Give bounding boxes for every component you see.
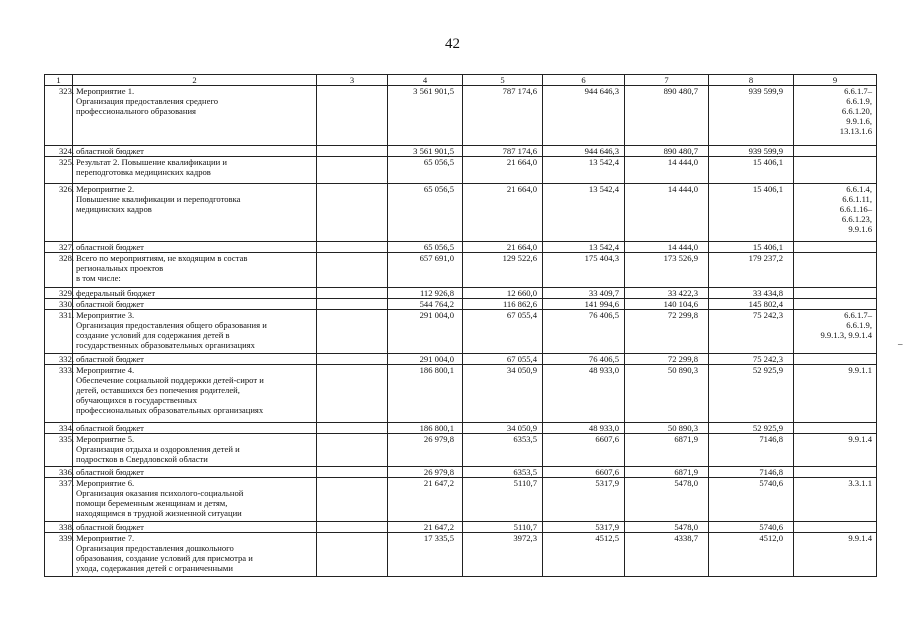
row-name: Мероприятие 7. Организация предоставления дошкольного образования, создание условий для присмотра и ухода, содержания детей с ограниченными xyxy=(73,533,317,577)
row-number: 338. xyxy=(45,522,73,533)
row-number: 332. xyxy=(45,354,73,365)
col-6-value: 141 994,6 xyxy=(543,299,625,310)
col-9-code xyxy=(794,423,877,434)
row-number: 330. xyxy=(45,299,73,310)
col-7-value: 33 422,3 xyxy=(625,288,709,299)
col-3-cell xyxy=(317,434,388,467)
col-6-value: 4512,5 xyxy=(543,533,625,577)
header-col-8: 8 xyxy=(709,75,794,86)
col-3-cell xyxy=(317,299,388,310)
row-number: 325. xyxy=(45,157,73,184)
col-7-value: 72 299,8 xyxy=(625,310,709,354)
table-row xyxy=(45,478,877,522)
col-7-value: 6871,9 xyxy=(625,434,709,467)
col-9-code xyxy=(794,467,877,478)
col-4-value: 3 561 901,5 xyxy=(388,86,463,146)
col-3-cell xyxy=(317,157,388,184)
header-col-5: 5 xyxy=(463,75,543,86)
col-4-value: 65 056,5 xyxy=(388,157,463,184)
col-7-value: 173 526,9 xyxy=(625,253,709,288)
col-3-cell xyxy=(317,354,388,365)
col-5-value: 21 664,0 xyxy=(463,157,543,184)
col-4-value: 3 561 901,5 xyxy=(388,146,463,157)
col-5-value: 67 055,4 xyxy=(463,354,543,365)
row-name: Мероприятие 1. Организация предоставления среднего профессионального образования xyxy=(73,86,317,146)
col-9-code: 6.6.1.7– 6.6.1.9, 9.9.1.3, 9.9.1.4 xyxy=(794,310,877,354)
header-col-3: 3 xyxy=(317,75,388,86)
col-3-cell xyxy=(317,478,388,522)
col-6-value: 6607,6 xyxy=(543,434,625,467)
row-name: областной бюджет xyxy=(73,354,317,365)
col-8-value: 75 242,3 xyxy=(709,310,794,354)
col-8-value: 4512,0 xyxy=(709,533,794,577)
col-8-value: 75 242,3 xyxy=(709,354,794,365)
col-7-value: 6871,9 xyxy=(625,467,709,478)
col-9-code: 9.9.1.4 xyxy=(794,533,877,577)
col-7-value: 5478,0 xyxy=(625,522,709,533)
row-name: областной бюджет xyxy=(73,299,317,310)
col-5-value: 5110,7 xyxy=(463,478,543,522)
row-name: федеральный бюджет xyxy=(73,288,317,299)
col-5-value: 21 664,0 xyxy=(463,242,543,253)
table-row xyxy=(45,434,877,467)
col-8-value: 145 802,4 xyxy=(709,299,794,310)
col-3-cell xyxy=(317,146,388,157)
table-row xyxy=(45,86,877,146)
col-7-value: 50 890,3 xyxy=(625,365,709,423)
col-5-value: 3972,3 xyxy=(463,533,543,577)
col-3-cell xyxy=(317,365,388,423)
row-number: 337. xyxy=(45,478,73,522)
col-3-cell xyxy=(317,467,388,478)
col-3-cell xyxy=(317,86,388,146)
col-9-code xyxy=(794,157,877,184)
col-4-value: 291 004,0 xyxy=(388,354,463,365)
row-number: 327. xyxy=(45,242,73,253)
col-6-value: 175 404,3 xyxy=(543,253,625,288)
col-5-value: 129 522,6 xyxy=(463,253,543,288)
col-4-value: 657 691,0 xyxy=(388,253,463,288)
col-5-value: 6353,5 xyxy=(463,434,543,467)
col-8-value: 5740,6 xyxy=(709,522,794,533)
col-5-value: 12 660,0 xyxy=(463,288,543,299)
table-row xyxy=(45,365,877,423)
col-5-value: 6353,5 xyxy=(463,467,543,478)
col-9-code xyxy=(794,253,877,288)
col-8-value: 52 925,9 xyxy=(709,365,794,423)
table-row xyxy=(45,299,877,310)
table-row xyxy=(45,146,877,157)
margin-mark: – xyxy=(898,339,903,349)
row-name: Всего по мероприятиям, не входящим в состав региональных проектов в том числе: xyxy=(73,253,317,288)
col-5-value: 787 174,6 xyxy=(463,146,543,157)
row-name: Мероприятие 2. Повышение квалификации и переподготовка медицинских кадров xyxy=(73,184,317,242)
header-col-7: 7 xyxy=(625,75,709,86)
col-6-value: 76 406,5 xyxy=(543,354,625,365)
col-8-value: 33 434,8 xyxy=(709,288,794,299)
col-7-value: 50 890,3 xyxy=(625,423,709,434)
table-row xyxy=(45,242,877,253)
table-header-row xyxy=(45,75,877,86)
col-3-cell xyxy=(317,533,388,577)
table-row xyxy=(45,157,877,184)
col-4-value: 17 335,5 xyxy=(388,533,463,577)
col-9-code: 3.3.1.1 xyxy=(794,478,877,522)
col-4-value: 186 800,1 xyxy=(388,423,463,434)
col-4-value: 21 647,2 xyxy=(388,478,463,522)
col-3-cell xyxy=(317,288,388,299)
col-8-value: 52 925,9 xyxy=(709,423,794,434)
col-3-cell xyxy=(317,253,388,288)
col-8-value: 939 599,9 xyxy=(709,146,794,157)
table-row xyxy=(45,310,877,354)
col-4-value: 26 979,8 xyxy=(388,434,463,467)
col-5-value: 34 050,9 xyxy=(463,423,543,434)
table-row xyxy=(45,467,877,478)
col-9-code xyxy=(794,354,877,365)
col-6-value: 33 409,7 xyxy=(543,288,625,299)
col-6-value: 6607,6 xyxy=(543,467,625,478)
col-9-code xyxy=(794,522,877,533)
col-7-value: 14 444,0 xyxy=(625,184,709,242)
col-8-value: 939 599,9 xyxy=(709,86,794,146)
row-name: областной бюджет xyxy=(73,467,317,478)
row-number: 339. xyxy=(45,533,73,577)
col-8-value: 15 406,1 xyxy=(709,157,794,184)
col-3-cell xyxy=(317,242,388,253)
row-name: областной бюджет xyxy=(73,146,317,157)
table-row xyxy=(45,533,877,577)
col-9-code: 9.9.1.4 xyxy=(794,434,877,467)
col-7-value: 890 480,7 xyxy=(625,86,709,146)
row-name: областной бюджет xyxy=(73,423,317,434)
col-8-value: 7146,8 xyxy=(709,467,794,478)
col-6-value: 13 542,4 xyxy=(543,157,625,184)
header-col-2: 2 xyxy=(73,75,317,86)
col-9-code: 9.9.1.1 xyxy=(794,365,877,423)
table-row xyxy=(45,184,877,242)
col-6-value: 944 646,3 xyxy=(543,146,625,157)
col-6-value: 944 646,3 xyxy=(543,86,625,146)
row-number: 328. xyxy=(45,253,73,288)
col-8-value: 5740,6 xyxy=(709,478,794,522)
table-body xyxy=(45,86,877,577)
col-3-cell xyxy=(317,310,388,354)
table-row xyxy=(45,354,877,365)
row-name: Мероприятие 3. Организация предоставления общего образования и создание условий для содержания детей в государственных образовательных организациях xyxy=(73,310,317,354)
col-9-code xyxy=(794,299,877,310)
col-8-value: 179 237,2 xyxy=(709,253,794,288)
col-4-value: 21 647,2 xyxy=(388,522,463,533)
col-5-value: 787 174,6 xyxy=(463,86,543,146)
col-7-value: 72 299,8 xyxy=(625,354,709,365)
col-3-cell xyxy=(317,184,388,242)
col-6-value: 76 406,5 xyxy=(543,310,625,354)
col-7-value: 5478,0 xyxy=(625,478,709,522)
col-3-cell xyxy=(317,522,388,533)
col-7-value: 14 444,0 xyxy=(625,242,709,253)
col-8-value: 15 406,1 xyxy=(709,184,794,242)
col-5-value: 34 050,9 xyxy=(463,365,543,423)
col-9-code xyxy=(794,146,877,157)
table-row xyxy=(45,253,877,288)
col-4-value: 186 800,1 xyxy=(388,365,463,423)
col-6-value: 5317,9 xyxy=(543,478,625,522)
row-name: Мероприятие 5. Организация отдыха и оздоровления детей и подростков в Свердловской области xyxy=(73,434,317,467)
row-name: Результат 2. Повышение квалификации и переподготовка медицинских кадров xyxy=(73,157,317,184)
header-col-6: 6 xyxy=(543,75,625,86)
col-5-value: 5110,7 xyxy=(463,522,543,533)
budget-table xyxy=(44,74,877,577)
row-number: 331. xyxy=(45,310,73,354)
row-name: областной бюджет xyxy=(73,242,317,253)
row-number: 334. xyxy=(45,423,73,434)
col-7-value: 14 444,0 xyxy=(625,157,709,184)
col-6-value: 13 542,4 xyxy=(543,242,625,253)
table-row xyxy=(45,288,877,299)
col-4-value: 65 056,5 xyxy=(388,184,463,242)
col-7-value: 890 480,7 xyxy=(625,146,709,157)
row-name: Мероприятие 4. Обеспечение социальной поддержки детей-сирот и детей, оставшихся без попечения родителей, обучающихся в государственных профессиональных образовательных организациях xyxy=(73,365,317,423)
col-5-value: 21 664,0 xyxy=(463,184,543,242)
row-number: 326. xyxy=(45,184,73,242)
col-5-value: 116 862,6 xyxy=(463,299,543,310)
col-4-value: 291 004,0 xyxy=(388,310,463,354)
col-4-value: 112 926,8 xyxy=(388,288,463,299)
col-9-code xyxy=(794,288,877,299)
row-number: 329. xyxy=(45,288,73,299)
table-row xyxy=(45,522,877,533)
col-7-value: 4338,7 xyxy=(625,533,709,577)
col-4-value: 65 056,5 xyxy=(388,242,463,253)
col-9-code xyxy=(794,242,877,253)
row-number: 335. xyxy=(45,434,73,467)
col-6-value: 48 933,0 xyxy=(543,365,625,423)
col-5-value: 67 055,4 xyxy=(463,310,543,354)
col-6-value: 13 542,4 xyxy=(543,184,625,242)
col-4-value: 26 979,8 xyxy=(388,467,463,478)
col-6-value: 48 933,0 xyxy=(543,423,625,434)
row-number: 323. xyxy=(45,86,73,146)
page-number: 42 xyxy=(445,36,460,52)
col-9-code: 6.6.1.4, 6.6.1.11, 6.6.1.16– 6.6.1.23, 9.9.1.6 xyxy=(794,184,877,242)
col-3-cell xyxy=(317,423,388,434)
row-number: 333. xyxy=(45,365,73,423)
col-8-value: 7146,8 xyxy=(709,434,794,467)
col-6-value: 5317,9 xyxy=(543,522,625,533)
header-col-9: 9 xyxy=(794,75,877,86)
row-number: 324. xyxy=(45,146,73,157)
col-9-code: 6.6.1.7– 6.6.1.9, 6.6.1.20, 9.9.1.6, 13.13.1.6 xyxy=(794,86,877,146)
col-7-value: 140 104,6 xyxy=(625,299,709,310)
table-row xyxy=(45,423,877,434)
col-4-value: 544 764,2 xyxy=(388,299,463,310)
header-col-4: 4 xyxy=(388,75,463,86)
header-col-1: 1 xyxy=(45,75,73,86)
row-number: 336. xyxy=(45,467,73,478)
col-8-value: 15 406,1 xyxy=(709,242,794,253)
row-name: областной бюджет xyxy=(73,522,317,533)
row-name: Мероприятие 6. Организация оказания психолого-социальной помощи беременным женщинам и детям, находящимся в трудной жизненной ситуации xyxy=(73,478,317,522)
